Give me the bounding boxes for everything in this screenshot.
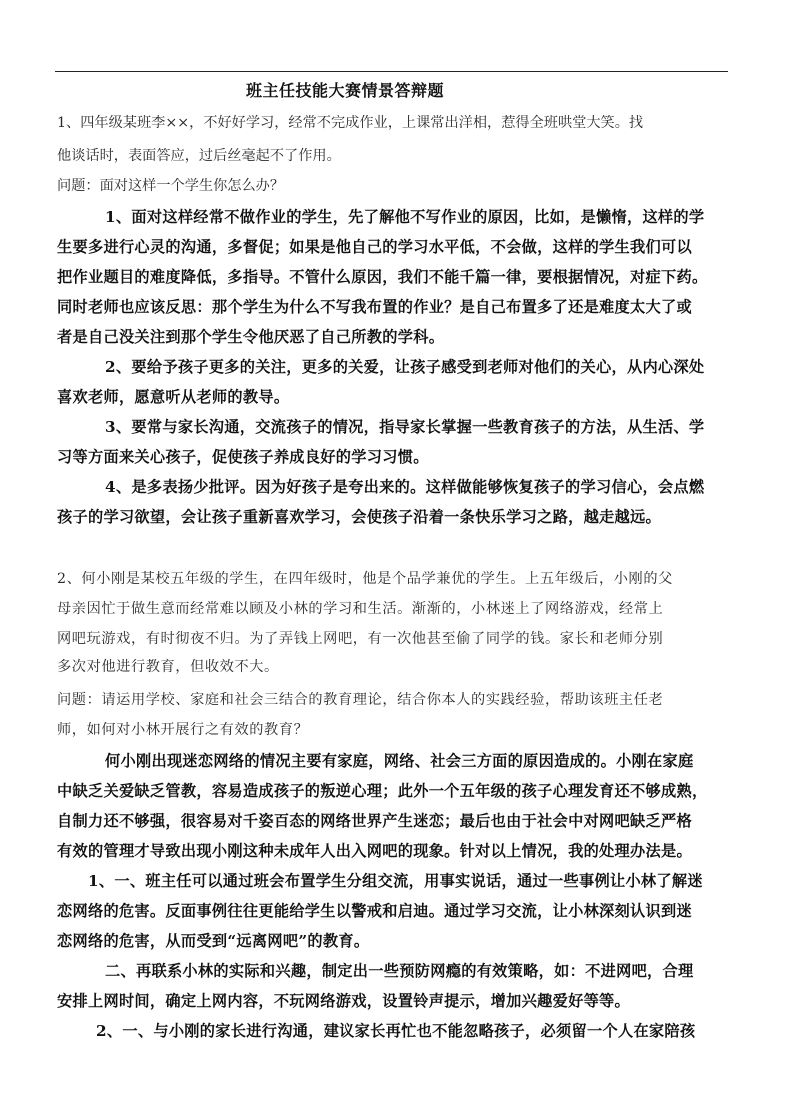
- case2-answer-line: 二、再联系小林的实际和兴趣，制定出一些预防网瘾的有效策略，如：不进网吧，合理: [105, 962, 694, 980]
- case2-answer-line: 安排上网时间，确定上网内容，不玩网络游戏，设置铃声提示，增加兴趣爱好等等。: [57, 992, 631, 1010]
- case2-desc-line: 多次对他进行教育，但收效不大。: [57, 659, 279, 675]
- case2-answer-line: 恋网络的危害。反面事例往往更能给学生以警戒和启迪。通过学习交流，让小林深刻认识到迷: [57, 902, 692, 920]
- case1-desc-line: 他谈话时，表面答应，过后丝毫起不了作用。: [57, 148, 341, 164]
- case2-answer-line: 自制力还不够强，很容易对千姿百态的网络世界产生迷恋；最后也由于社会中对网吧缺乏严格: [57, 812, 692, 830]
- case1-answer-line: 喜欢老师，愿意听从老师的教导。: [57, 388, 290, 406]
- case2-answer-line: 2、一、与小刚的家长进行沟通，建议家长再忙也不能忽略孩子，必须留一个人在家陪孩: [96, 1022, 696, 1040]
- case2-answer-line: 有效的管理才导致出现小刚这种未成年人出入网吧的现象。针对以上情况，我的处理办法是。: [57, 842, 692, 860]
- case2-answer-line: 恋网络的危害，从而受到“远离网吧”的教育。: [57, 932, 370, 950]
- case2-answer-line: 何小刚出现迷恋网络的情况主要有家庭，网络、社会三方面的原因造成的。小刚在家庭: [105, 752, 694, 770]
- case1-answer-line: 习等方面来关心孩子，促使孩子养成良好的学习习惯。: [57, 448, 429, 466]
- page-title: 班主任技能大赛情景答辩题: [246, 81, 445, 100]
- case2-desc-line: 2、何小刚是某校五年级的学生，在四年级时，他是个品学兼优的学生。上五年级后，小刚的父: [57, 571, 673, 587]
- case2-desc-line: 网吧玩游戏，有时彻夜不归。为了弄钱上网吧，有一次他甚至偷了同学的钱。家长和老师分别: [57, 631, 664, 647]
- case1-answer-line: 3、要常与家长沟通，交流孩子的情况，指导家长掌握一些教育孩子的方法，从生活、学: [105, 418, 705, 436]
- case2-answer-line: 1、一、班主任可以通过班会布置学生分组交流，用事实说话，通过一些事例让小林了解迷: [88, 872, 703, 890]
- case1-desc-line: 1、四年级某班李××，不好好学习，经常不完成作业，上课常出洋相，惹得全班哄堂大笑。找: [57, 115, 644, 131]
- case2-question-line: 问题：请运用学校、家庭和社会三结合的教育理论，结合你本人的实践经验，帮助该班主任老: [57, 692, 664, 708]
- case2-desc-line: 母亲因忙于做生意而经常难以顾及小林的学习和生活。渐渐的，小林迷上了网络游戏，经常上: [57, 601, 664, 617]
- case1-question: 问题：面对这样一个学生你怎么办？: [57, 178, 285, 194]
- case1-answer-line: 1、面对这样经常不做作业的学生，先了解他不写作业的原因，比如，是懒惰，这样的学: [105, 208, 705, 226]
- case1-answer-line: 4、是多表扬少批评。因为好孩子是夸出来的。这样做能够恢复孩子的学习信心，会点燃: [105, 478, 705, 496]
- header-rule: [55, 71, 728, 72]
- case2-question-line: 师，如何对小林开展行之有效的教育？: [57, 722, 309, 738]
- case2-answer-line: 中缺乏关爱缺乏管教，容易造成孩子的叛逆心理；此外一个五年级的孩子心理发育还不够成熟，: [57, 782, 708, 800]
- case1-answer-line: 把作业题目的难度降低，多指导。不管什么原因，我们不能千篇一律，要根据情况，对症下药。: [57, 268, 708, 286]
- case1-answer-line: 2、要给予孩子更多的关注，更多的关爱，让孩子感受到老师对他们的关心，从内心深处: [105, 358, 705, 376]
- case1-answer-line: 孩子的学习欲望，会让孩子重新喜欢学习，会使孩子沿着一条快乐学习之路，越走越远。: [57, 508, 662, 526]
- case1-answer-line: 生要多进行心灵的沟通，多督促；如果是他自己的学习水平低，不会做，这样的学生我们可以: [57, 238, 692, 256]
- case1-answer-line: 同时老师也应该反思：那个学生为什么不写我布置的作业？是自己布置多了还是难度太大了或: [57, 298, 692, 316]
- case1-answer-line: 者是自己没关注到那个学生令他厌恶了自己所教的学科。: [57, 328, 445, 346]
